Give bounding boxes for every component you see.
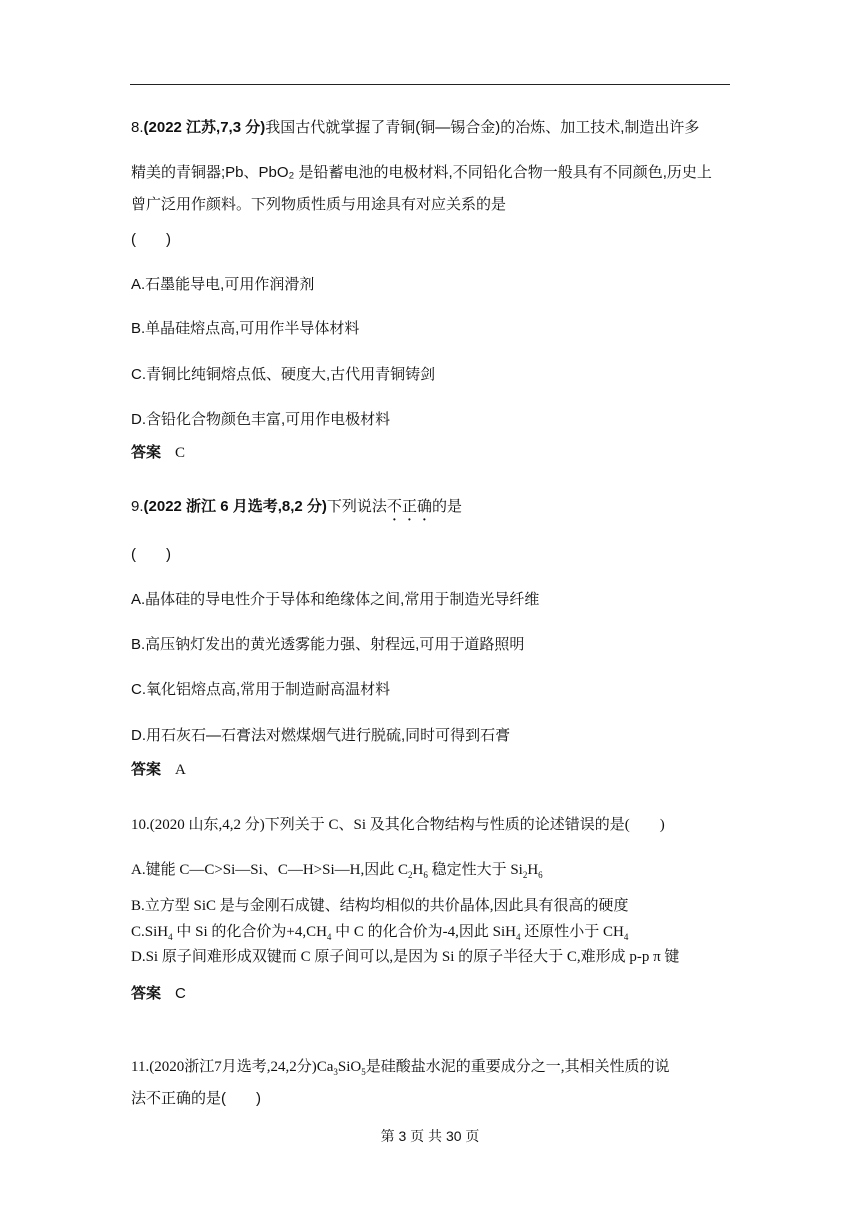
q9-option-d: D.用石灰石—石膏法对燃煤烟气进行脱硫,同时可得到石膏 <box>131 727 511 744</box>
q8-stem-line3: 曾广泛用作颜料。下列物质性质与用途具有对应关系的是 <box>131 196 507 213</box>
q9-option-c: C.氧化铝熔点高,常用于制造耐高温材料 <box>131 681 391 698</box>
q10-source: (2020 山东,4,2 分) <box>149 817 265 833</box>
q10-option-b: B.立方型 SiC 是与金刚石成键、结构均相似的共价晶体,因此具有很高的硬度 <box>131 898 629 914</box>
q8-option-d: D.含铅化合物颜色丰富,可用作电极材料 <box>131 411 391 428</box>
q8-source: (2022 江苏,7,3 分) <box>143 119 266 136</box>
q8-answer: 答案 C <box>131 444 186 461</box>
q10-answer-value: C <box>175 985 186 1002</box>
q8-blank: ( ) <box>131 231 171 248</box>
q9-blank: ( ) <box>131 546 171 563</box>
q9-answer: 答案 A <box>131 761 186 778</box>
q9-source: (2022 浙江 6 月选考,8,2 分) <box>143 498 327 515</box>
q8-option-b: B.单晶硅熔点高,可用作半导体材料 <box>131 320 360 337</box>
q10-stem: 10.(2020 山东,4,2 分)下列关于 C、Si 及其化合物结构与性质的论述错误的是( ) <box>131 817 665 833</box>
q10-answer: 答案 C <box>131 985 186 1002</box>
q8-stem-line1: 8.(2022 江苏,7,3 分)我国古代就掌握了青铜(铜—锡合金)的冶炼、加工技术,制造出许多 <box>131 119 700 136</box>
q9-answer-value: A <box>175 762 186 778</box>
header-rule <box>130 84 730 85</box>
q11-stem-line1: 11.(2020浙江7月选考,24,2分)$Ca_3SiO_5$是硅酸盐水泥的重要成分之一,其相关性质的说 <box>131 1059 670 1077</box>
page-footer: 第 3 页 共 30 页 <box>380 1128 480 1144</box>
q8-option-a: A.石墨能导电,可用作润滑剂 <box>131 276 315 293</box>
q9-option-a: A.晶体硅的导电性介于导体和绝缘体之间,常用于制造光导纤维 <box>131 591 540 608</box>
q9-emphasis: 不正确 <box>386 498 432 515</box>
q11-source: (2020浙江7月选考,24,2分) <box>149 1059 317 1075</box>
q10-option-a: A.键能 C—C>Si—Si、C—H>Si—H,因此 $C_2H_6$ 稳定性大于 $Si_2H_6$ <box>131 862 543 880</box>
q11-stem-line2: 法不正确的是( ) <box>131 1090 261 1107</box>
q9-stem: 9.(2022 浙江 6 月选考,8,2 分)下列说法不正确的是 <box>131 498 462 515</box>
q8-answer-value: C <box>175 445 186 461</box>
q8-option-c: C.青铜比纯铜熔点低、硬度大,古代用青铜铸剑 <box>131 366 436 383</box>
q8-stem-line2: 精美的青铜器;Pb、PbO₂ 是铅蓄电池的电极材料,不同铅化合物一般具有不同颜色,历史上 <box>131 164 712 181</box>
q9-option-b: B.高压钠灯发出的黄光透雾能力强、射程远,可用于道路照明 <box>131 636 525 653</box>
q10-option-c: C.SiH$_4$ 中 Si 的化合价为$+4,CH_4$ 中 C 的化合价为-4,因此 SiH$_4$ 还原性小于 $CH_4$ <box>131 924 629 942</box>
q10-option-d: D.Si 原子间难形成双键而 C 原子间可以,是因为 Si 的原子半径大于 C,难形成 p-p π 键 <box>131 949 680 965</box>
q11-formula: $Ca_3SiO_5$ <box>316 1059 366 1077</box>
